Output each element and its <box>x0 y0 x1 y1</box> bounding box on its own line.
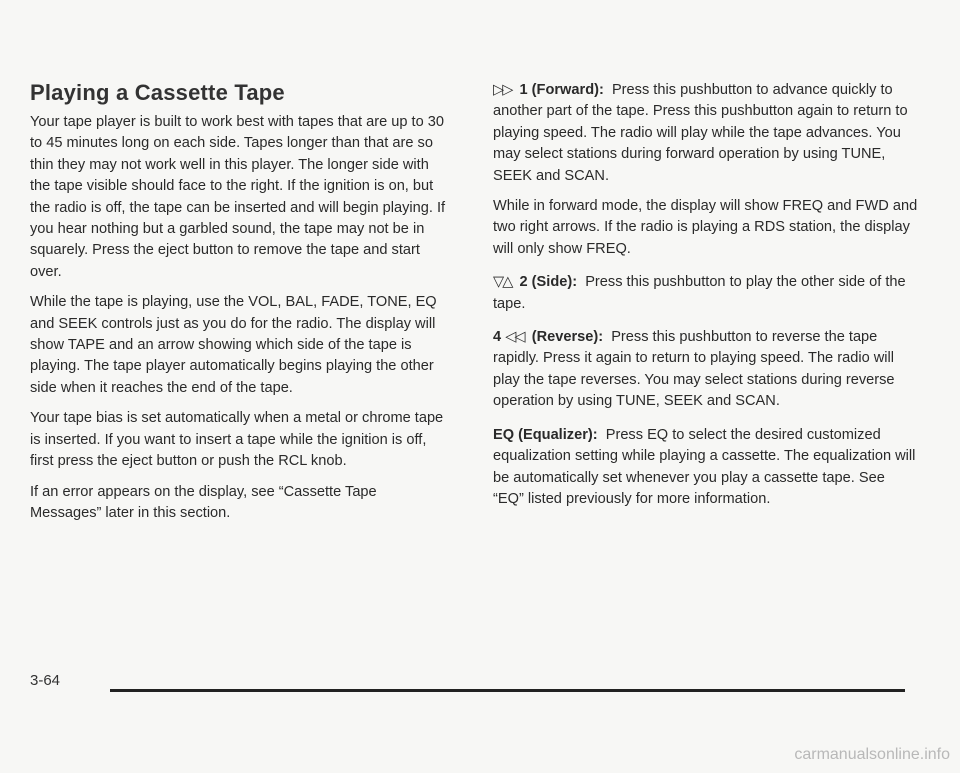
forward-label: 1 (Forward): <box>519 82 604 98</box>
side-paragraph <box>493 272 918 315</box>
paragraph-controls: While the tape is playing, use the VOL, BAL, FADE, TONE, EQ and SEEK controls just as you do for the radio. The display will show TAPE and an arrow showing which side of the tape is playing. The tape player automatically begins playing the other side when it reaches the end of the tape. <box>30 294 437 396</box>
eq-text: Press EQ to select the desired customized equalization setting while playing a cassette. The equalization will be automatically set whenever you play a cassette tape. See “EQ” listed previously for more information. <box>493 426 916 507</box>
reverse-number: 4 <box>493 329 502 346</box>
left-column <box>30 80 450 533</box>
footer-rule <box>110 689 905 692</box>
watermark: carmanualsonline.info <box>794 746 950 763</box>
forward-mode-paragraph: While in forward mode, the display will show FREQ and FWD and two right arrows. If the radio is playing a RDS station, the display will only show FREQ. <box>493 198 918 257</box>
reverse-text: Press this pushbutton to reverse the tape rapidly. Press it again to return to playing speed. The radio will play the tape reverses. You may select stations during reverse operation by using TUNE, SEEK and SCAN. <box>493 329 895 410</box>
reverse-paragraph <box>493 327 918 413</box>
forward-icon: ▷▷ <box>493 82 512 98</box>
eq-paragraph <box>493 425 918 511</box>
side-text: Press this pushbutton to play the other side of the tape. <box>493 274 906 312</box>
side-label: 2 (Side): <box>519 274 578 291</box>
paragraph-error: If an error appears on the display, see “Cassette Tape Messages” later in this section. <box>30 483 377 521</box>
section-title: Playing a Cassette Tape <box>30 80 285 105</box>
paragraph-bias: Your tape bias is set automatically when a metal or chrome tape is inserted. If you want to insert a tape while the ignition is off, first press the eject button or push the RCL knob. <box>30 410 444 470</box>
paragraph-tape-length: Your tape player is built to work best with tapes that are up to 30 to 45 minutes long on each side. Tapes longer than that are so thin they may not work well in this player. The longer side with the tape visible should face to the right. If the ignition is on, but the radio is off, the tape can be inserted and will begin playing. If you hear nothing but a garbled sound, the tape may not be in squarely. Press the eject button to remove the tape and start over. <box>30 114 446 280</box>
reverse-icon: ◁◁ <box>505 329 524 346</box>
page-number: 3-64 <box>30 672 61 689</box>
right-column <box>493 80 918 519</box>
reverse-label: (Reverse): <box>531 329 604 346</box>
eq-label: EQ (Equalizer): <box>493 426 598 443</box>
side-icon: ▽△ <box>493 274 512 291</box>
forward-paragraph <box>493 80 918 187</box>
forward-text: Press this pushbutton to advance quickly to another part of the tape. Press this pushbutton again to return to playing speed. The radio will play while the tape advances. You may select stations during forward operation by using TUNE, SEEK and SCAN. <box>493 82 908 184</box>
